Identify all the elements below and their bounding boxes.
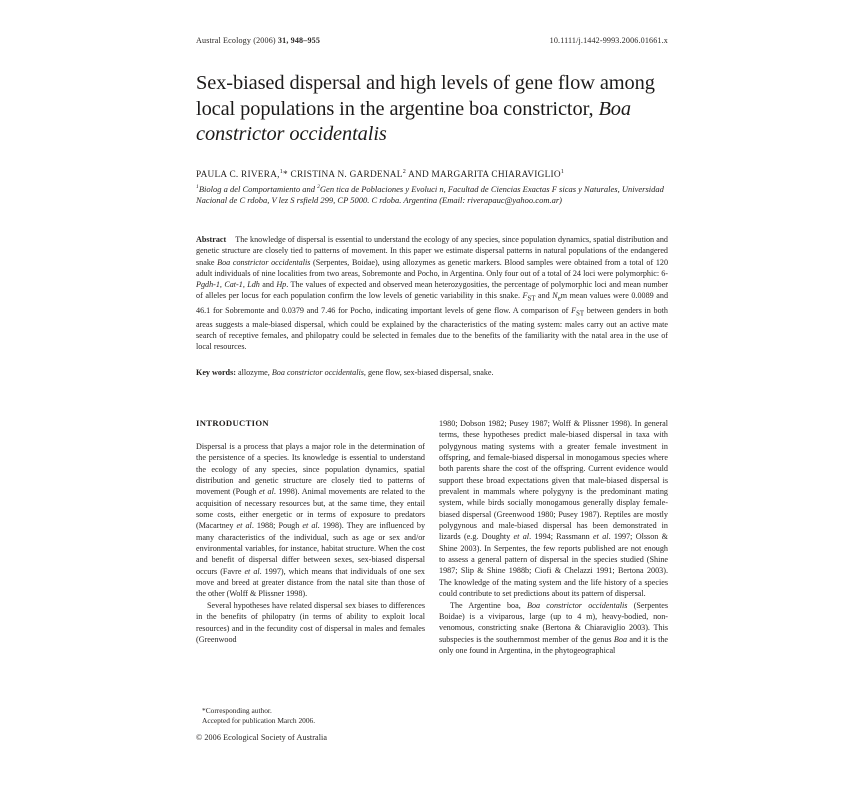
- abstract-text-h: mean values were 0.0089 and 46.1 for Sobremonte and 0.0379 and 7.46 for Pocho, indicating important levels of gene flow. A comparison of: [196, 290, 669, 315]
- intro-p1-b: . 1998). Animal movements are related to the acquisition of necessary resources but, at the same time, they entail some costs, either energetic or in terms of exposure to predators (Macartney: [196, 487, 425, 531]
- affil-text-2: Gen tica de Poblaciones y Evoluci n, Facultad de Ciencias Exactas F sicas y Naturales, Universidad Nacional de C rdoba, V lez S rsfield 299, CP 5000. C rdoba. Argentina (Email: riverapauc@yahoo.com.ar): [196, 183, 664, 205]
- intro-p1-d: . 1998). They are influenced by many characteristics of the individual, such as age or sex and/or environmental variables, for instance, habitat structure. When the cost and benefit of dispersal differ between sexes, sex-biased dispersal occurs (Favre: [196, 521, 426, 576]
- abstract-text-a: The knowledge of dispersal is essential to understand the ecology of any species, since population dynamics, spatial distribution and genetic structure are closely tied to patterns of movement. In this paper we estimate dispersal patterns in natural populations of the endangered snake: [196, 235, 668, 267]
- journal-year: (2006): [253, 36, 278, 45]
- journal-volume-pages: 31, 948–955: [277, 36, 321, 45]
- right-p2-b: (Serpentes Boidae) is a viviparous, large (up to 4 m), heavy-bodied, non-venomous, constricting snake (Bertona & Chiaraviglio 2003). This subspecies is the southernmost member of the genus: [439, 600, 668, 644]
- right-p2-c: and it is the only one found in Argentina, in the phytogeographical: [439, 634, 668, 655]
- intro-p1-etal-1: et al: [259, 487, 274, 497]
- abstract-gene-2: Cat-1: [224, 279, 243, 289]
- section-heading-introduction: INTRODUCTION: [196, 418, 269, 428]
- author-3-affil-marker: 1: [560, 168, 565, 175]
- footnote-block: [196, 706, 425, 725]
- keywords: [196, 367, 668, 378]
- title-species-1: Boa: [598, 97, 631, 120]
- intro-p1-etal-3: et al: [302, 521, 318, 531]
- abstract-text-b: (Serpentes, Boidae), using allozymes as genetic markers. Blood samples were obtained from a total of 120 adult individuals of nine localities from two areas, Sobremonte and Pocho, in Argentina. Only four out of a total of 24 loci were polymorphic: 6-: [196, 257, 669, 278]
- right-p1-c: . 1997; Olsson & Shine 2003). In Serpentes, the few reports published are not enough to assess a general pattern of dispersal in the species studied (Shine 1987; Slip & Shine 1988b; Ciofi & Chelazzi 1991; Bertona 2003). The knowledge of the mating system and the life history of a species could contribute to set predictions about its pattern of dispersal.: [439, 532, 669, 599]
- abstract: [196, 234, 668, 352]
- intro-p1-a: Dispersal is a process that plays a major role in the determination of the persistence of a species. Its knowledge is essential to understand the ecology of any species, since population dynamics, spatial distribution and genetic structure are closely tied to patterns of movement (Pough: [196, 442, 425, 497]
- doi: 10.1111/j.1442-9993.2006.01661.x: [549, 36, 668, 45]
- right-p2-a: The Argentine boa,: [450, 600, 527, 610]
- abstract-text-g: and: [535, 290, 553, 300]
- body-columns: [196, 418, 668, 738]
- affiliations: [196, 184, 668, 207]
- abstract-gene-4: Hp: [276, 279, 287, 289]
- right-p1-b: . 1994; Rassmann: [529, 532, 594, 542]
- abstract-stat-3-sub: ST: [576, 310, 584, 318]
- title-species-2: constrictor occidentalis: [196, 123, 387, 145]
- author-2-affil-marker: 2: [402, 168, 407, 175]
- keywords-label: Key words:: [196, 367, 236, 377]
- keywords-after: , gene flow, sex-biased dispersal, snake.: [363, 367, 494, 377]
- affil-marker-1: 1: [196, 183, 199, 190]
- intro-p1-etal-2: et al: [236, 521, 252, 531]
- abstract-text-i: between genders in both areas suggests a male-biased dispersal, which could be explained by the characteristics of the mating system: males carry out an active mate search of receptive females, and philopatry could be selected in females due to the benefits of the familiarity with the natal area in the use of local resources.: [196, 305, 668, 352]
- title-line-2: local populations in the argentine boa constrictor,: [196, 97, 599, 120]
- intro-p1-etal-4: et al: [244, 566, 260, 576]
- right-p1-etal-2: et al: [593, 532, 609, 542]
- footnote-accepted-date: Accepted for publication March 2006.: [202, 715, 316, 725]
- abstract-text-c: ,: [219, 279, 225, 289]
- intro-p1-e: . 1997), which means that individuals of one sex move and breed at greater distance from the natal site than those of the other (Wolff & Plissner 1998).: [196, 566, 425, 599]
- journal-name: Austral Ecology: [196, 36, 252, 45]
- author-list: [196, 169, 668, 181]
- right-paragraph-1: [439, 418, 668, 600]
- author-1-affil-marker: 1: [279, 168, 284, 175]
- abstract-stat-2-b: m: [560, 290, 568, 300]
- keywords-before: allozyme,: [235, 367, 272, 377]
- copyright-line: © 2006 Ecological Society of Australia: [196, 733, 328, 742]
- abstract-text-d: ,: [242, 279, 248, 289]
- abstract-stat-3: F: [571, 305, 577, 315]
- right-p1-a: 1980; Dobson 1982; Pusey 1987; Wolff & Plissner 1998). In general terms, these hypotheses predict male-biased dispersal in taxa with polygynous mating systems with a greater female investment in offspring, and female-biased dispersal in monogamous species where both parents share the cost of the offspring. Current evidence would support these broad expectations given that male-biased dispersal is prevalent in mammals where polygyny is the predominant mating system, while birds socially monogamous generally display female-biased dispersal (Greenwood 1980; Pusey 1987). Reptiles are mostly polygynous and male-biased dispersal has been demonstrated in lizards (e.g. Doughty: [439, 419, 668, 542]
- keywords-species: Boa constrictor occidentalis: [271, 367, 364, 377]
- abstract-stat-2-sub: e: [557, 295, 561, 303]
- abstract-text-e: and: [259, 279, 277, 289]
- right-p1-etal-1: et al: [513, 532, 530, 542]
- footnote-corresponding-author: *Corresponding author.: [202, 706, 272, 715]
- page-title: [196, 71, 668, 148]
- author-3: AND MARGARITA CHIARAVIGLIO: [406, 169, 561, 180]
- right-p2-species-2: Boa: [613, 634, 628, 644]
- running-head: [196, 36, 668, 45]
- article-header-block: [196, 36, 668, 378]
- affil-text-1: Biolog a del Comportamiento and: [198, 183, 318, 194]
- right-paragraph-2: [439, 600, 668, 657]
- running-head-left: [196, 36, 320, 45]
- abstract-stat-2: N: [552, 290, 558, 300]
- intro-p1-c: . 1988; Pough: [251, 521, 303, 531]
- title-line-1: Sex-biased dispersal and high levels of gene flow among: [196, 72, 655, 94]
- intro-paragraph-2: Several hypotheses have related dispersal sex biases to differences in the benefits of philopatry (in terms of ability to exploit local resources) and in the fecundity cost of dispersal in males and females (Greenwood: [196, 600, 425, 644]
- abstract-gene-3: Ldh: [247, 279, 260, 289]
- abstract-text-f: . The values of expected and observed mean heterozygosities, the percentage of polymorphic loci and mean number of alleles per locus for each population confirm the low levels of genetic variability in this snake.: [196, 279, 669, 300]
- abstract-stat-1-sub: ST: [527, 295, 536, 303]
- author-2: * CRISTINA N. GARDENAL: [283, 169, 403, 180]
- right-p2-species-1: Boa constrictor occidentalis: [526, 600, 628, 610]
- intro-paragraph-1: [196, 441, 425, 600]
- affil-marker-2: 2: [317, 183, 320, 190]
- author-1: PAULA C. RIVERA,: [196, 169, 280, 180]
- abstract-label: Abstract: [196, 235, 227, 245]
- abstract-stat-1: F: [522, 290, 528, 300]
- abstract-gene-1: Pgdh-1: [196, 279, 220, 289]
- column-left: [196, 418, 425, 645]
- abstract-species-1: Boa constrictor occidentalis: [217, 257, 311, 267]
- column-right: [439, 418, 668, 656]
